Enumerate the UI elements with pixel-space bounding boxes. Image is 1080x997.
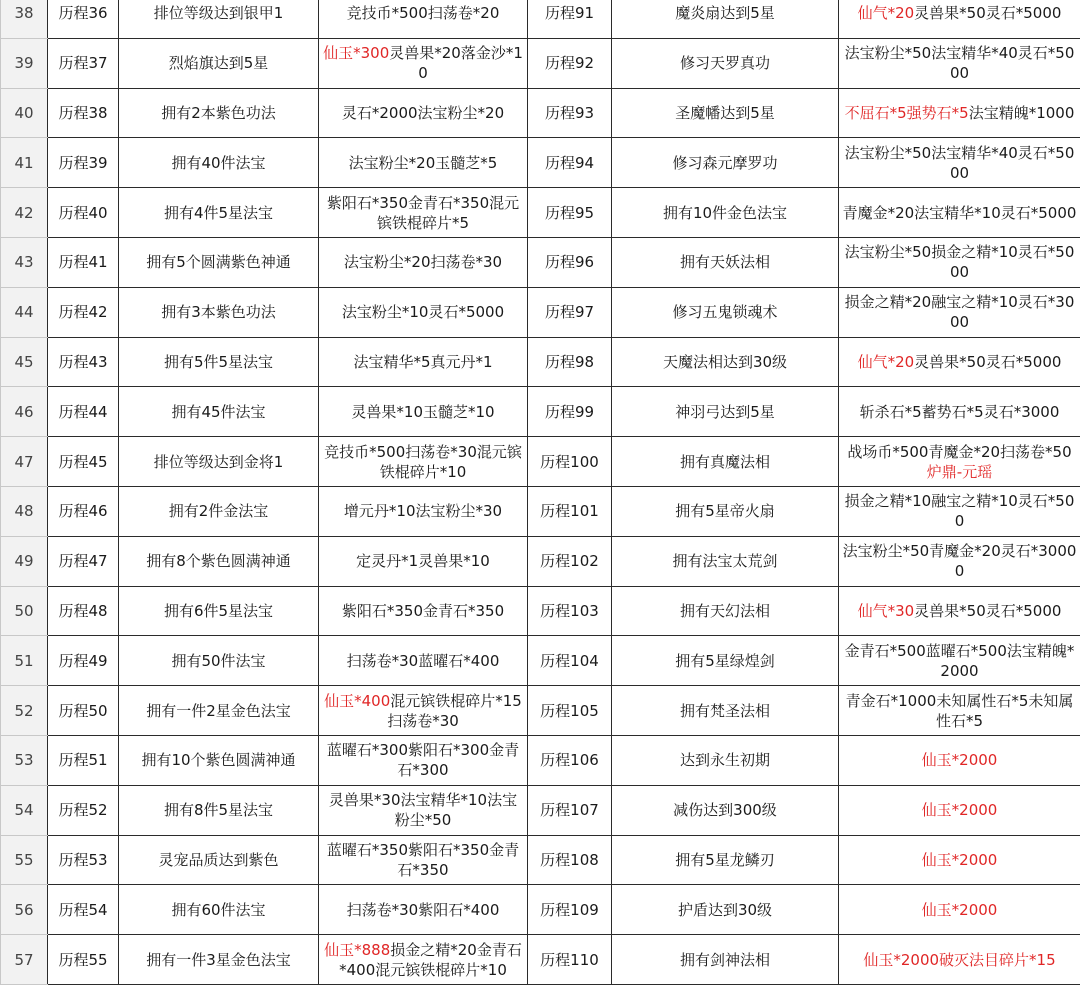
condition-cell[interactable]: 拥有真魔法相 <box>612 437 839 487</box>
condition-cell[interactable]: 拥有45件法宝 <box>119 387 319 437</box>
milestone-id-cell[interactable]: 历程110 <box>528 935 612 985</box>
highlight-reward: 仙玉*2000 <box>921 751 998 770</box>
milestone-id-cell[interactable]: 历程108 <box>528 835 612 885</box>
reward-text: 青魔金*20法宝精华*10灵石*5000 <box>842 203 1077 222</box>
row-number[interactable]: 43 <box>1 237 48 287</box>
condition-cell[interactable]: 拥有2件金法宝 <box>119 486 319 536</box>
table-row <box>1 287 1080 337</box>
reward-cell[interactable] <box>319 835 528 885</box>
condition-cell[interactable]: 拥有一件3星金色法宝 <box>119 935 319 985</box>
milestone-id-cell[interactable]: 历程46 <box>48 486 119 536</box>
condition-cell[interactable]: 减伤达到300级 <box>612 785 839 835</box>
reward-text: 灵兽果*50灵石*5000 <box>914 352 1062 371</box>
condition-cell[interactable]: 拥有5个圆满紫色神通 <box>119 237 319 287</box>
table-row <box>1 0 1080 38</box>
row-number[interactable]: 45 <box>1 337 48 387</box>
milestone-id-cell[interactable]: 历程51 <box>48 735 119 785</box>
row-number[interactable]: 53 <box>1 735 48 785</box>
milestone-id-cell[interactable]: 历程93 <box>528 88 612 138</box>
condition-cell[interactable]: 拥有8件5星法宝 <box>119 785 319 835</box>
reward-text: 法宝精华*5真元丹*1 <box>353 352 493 371</box>
table-row <box>1 486 1080 536</box>
milestone-id-cell[interactable]: 历程96 <box>528 237 612 287</box>
reward-text: 定灵丹*1灵兽果*10 <box>356 552 490 571</box>
condition-cell[interactable]: 护盾达到30级 <box>612 885 839 935</box>
milestone-id-cell[interactable]: 历程52 <box>48 785 119 835</box>
reward-text: 青金石*1000未知属性石*5未知属性石*5 <box>845 691 1074 730</box>
condition-cell[interactable]: 拥有剑神法相 <box>612 935 839 985</box>
milestone-id-cell[interactable]: 历程105 <box>528 686 612 736</box>
reward-cell[interactable] <box>319 387 528 437</box>
reward-cell[interactable] <box>319 586 528 636</box>
condition-cell[interactable]: 拥有40件法宝 <box>119 138 319 188</box>
milestone-id-cell[interactable]: 历程41 <box>48 237 119 287</box>
highlight-reward: 不屈石*5强势石*5 <box>844 103 969 122</box>
highlight-reward: 仙玉*2000 <box>921 850 998 869</box>
table-row <box>1 387 1080 437</box>
reward-text: 法宝粉尘*20扫荡卷*30 <box>343 253 503 272</box>
row-number[interactable]: 44 <box>1 287 48 337</box>
reward-cell[interactable] <box>319 0 528 38</box>
milestone-id-cell[interactable]: 历程39 <box>48 138 119 188</box>
condition-cell[interactable]: 拥有4件5星法宝 <box>119 188 319 238</box>
milestone-id-cell[interactable]: 历程47 <box>48 536 119 586</box>
milestone-id-cell[interactable]: 历程45 <box>48 437 119 487</box>
condition-cell[interactable]: 拥有法宝太荒剑 <box>612 536 839 586</box>
milestone-id-cell[interactable]: 历程37 <box>48 38 119 88</box>
reward-text: 法宝粉尘*20玉髓芝*5 <box>348 153 498 172</box>
milestone-id-cell[interactable]: 历程95 <box>528 188 612 238</box>
table-row <box>1 885 1080 935</box>
reward-cell[interactable] <box>839 287 1080 337</box>
table-row <box>1 437 1080 487</box>
reward-cell[interactable] <box>839 935 1080 985</box>
highlight-reward: 炉鼎-元瑶 <box>926 462 993 481</box>
condition-cell[interactable]: 拥有60件法宝 <box>119 885 319 935</box>
condition-cell[interactable]: 拥有10件金色法宝 <box>612 188 839 238</box>
reward-cell[interactable] <box>839 337 1080 387</box>
reward-cell[interactable] <box>839 735 1080 785</box>
reward-cell[interactable] <box>319 88 528 138</box>
milestone-id-cell[interactable]: 历程100 <box>528 437 612 487</box>
milestone-id-cell[interactable]: 历程109 <box>528 885 612 935</box>
condition-cell[interactable]: 拥有6件5星法宝 <box>119 586 319 636</box>
highlight-reward: 仙玉*888 <box>324 940 391 959</box>
reward-cell[interactable] <box>839 636 1080 686</box>
condition-cell[interactable]: 圣魔幡达到5星 <box>612 88 839 138</box>
condition-cell[interactable]: 拥有天幻法相 <box>612 586 839 636</box>
condition-cell[interactable]: 修习森元摩罗功 <box>612 138 839 188</box>
reward-text: 竞技币*500扫荡卷*30混元镔铁棍碎片*10 <box>324 442 522 481</box>
milestone-id-cell[interactable]: 历程106 <box>528 735 612 785</box>
table-row <box>1 38 1080 88</box>
reward-text: 斩杀石*5蓄势石*5灵石*3000 <box>859 402 1060 421</box>
reward-text: 法宝粉尘*50青魔金*20灵石*30000 <box>842 542 1077 581</box>
highlight-reward: 仙气*30 <box>857 601 915 620</box>
reward-text: 紫阳石*350金青石*350混元镔铁棍碎片*5 <box>326 193 520 232</box>
condition-cell[interactable]: 拥有5星龙鳞刃 <box>612 835 839 885</box>
row-number[interactable]: 39 <box>1 38 48 88</box>
reward-cell[interactable] <box>319 237 528 287</box>
reward-text: 法宝精魄*1000 <box>968 103 1075 122</box>
highlight-reward: 仙气*20 <box>857 4 915 23</box>
condition-cell[interactable]: 拥有5星绿煌剑 <box>612 636 839 686</box>
condition-cell[interactable]: 魔炎扇达到5星 <box>612 0 839 38</box>
reward-text: 损金之精*20金青石*400混元镔铁棍碎片*10 <box>339 940 522 979</box>
reward-cell[interactable] <box>319 287 528 337</box>
reward-cell[interactable] <box>319 188 528 238</box>
milestone-id-cell[interactable]: 历程50 <box>48 686 119 736</box>
table-row <box>1 636 1080 686</box>
table-row <box>1 88 1080 138</box>
table-row <box>1 237 1080 287</box>
milestone-id-cell[interactable]: 历程44 <box>48 387 119 437</box>
table-row <box>1 188 1080 238</box>
highlight-reward: 仙玉*2000 <box>921 801 998 820</box>
condition-cell[interactable]: 拥有天妖法相 <box>612 237 839 287</box>
reward-cell[interactable] <box>839 686 1080 736</box>
milestone-id-cell[interactable]: 历程55 <box>48 935 119 985</box>
row-number[interactable]: 49 <box>1 536 48 586</box>
condition-cell[interactable]: 拥有一件2星金色法宝 <box>119 686 319 736</box>
reward-cell[interactable] <box>839 237 1080 287</box>
highlight-reward: 仙玉*300 <box>323 44 390 63</box>
reward-text: 灵兽果*50灵石*5000 <box>914 4 1062 23</box>
reward-text: 法宝粉尘*50损金之精*10灵石*5000 <box>844 243 1075 282</box>
condition-cell[interactable]: 排位等级达到银甲1 <box>119 0 319 38</box>
milestone-id-cell[interactable]: 历程101 <box>528 486 612 536</box>
reward-cell[interactable] <box>319 636 528 686</box>
reward-cell[interactable] <box>319 437 528 487</box>
reward-text: 紫阳石*350金青石*350 <box>341 601 505 620</box>
reward-cell[interactable] <box>839 188 1080 238</box>
highlight-reward: 仙玉*400 <box>324 691 391 710</box>
condition-cell[interactable]: 天魔法相达到30级 <box>612 337 839 387</box>
reward-cell[interactable] <box>839 437 1080 487</box>
row-number[interactable]: 46 <box>1 387 48 437</box>
table-row <box>1 586 1080 636</box>
reward-cell[interactable] <box>319 536 528 586</box>
reward-cell[interactable] <box>839 38 1080 88</box>
reward-cell[interactable] <box>319 337 528 387</box>
row-number[interactable]: 41 <box>1 138 48 188</box>
table-row <box>1 735 1080 785</box>
reward-cell[interactable] <box>839 885 1080 935</box>
condition-cell[interactable]: 拥有2本紫色功法 <box>119 88 319 138</box>
condition-cell[interactable]: 拥有8个紫色圆满神通 <box>119 536 319 586</box>
reward-cell[interactable] <box>319 38 528 88</box>
milestone-id-cell[interactable]: 历程102 <box>528 536 612 586</box>
reward-text: 增元丹*10法宝粉尘*30 <box>343 502 503 521</box>
reward-text: 扫荡卷*30蓝曜石*400 <box>346 651 500 670</box>
row-number[interactable]: 51 <box>1 636 48 686</box>
row-number[interactable]: 54 <box>1 785 48 835</box>
milestone-id-cell[interactable]: 历程94 <box>528 138 612 188</box>
milestone-id-cell[interactable]: 历程54 <box>48 885 119 935</box>
condition-cell[interactable]: 修习五鬼锁魂术 <box>612 287 839 337</box>
milestone-id-cell[interactable]: 历程36 <box>48 0 119 38</box>
table-row <box>1 686 1080 736</box>
table-body <box>1 0 1080 984</box>
condition-cell[interactable]: 拥有5件5星法宝 <box>119 337 319 387</box>
reward-text: 灵兽果*10玉髓芝*10 <box>351 402 495 421</box>
reward-cell[interactable] <box>319 486 528 536</box>
milestone-id-cell[interactable]: 历程104 <box>528 636 612 686</box>
table-row <box>1 785 1080 835</box>
milestone-id-cell[interactable]: 历程43 <box>48 337 119 387</box>
reward-text: 灵兽果*50灵石*5000 <box>914 601 1062 620</box>
condition-cell[interactable]: 排位等级达到金将1 <box>119 437 319 487</box>
row-number[interactable]: 50 <box>1 586 48 636</box>
row-number[interactable]: 57 <box>1 935 48 985</box>
row-number[interactable]: 55 <box>1 835 48 885</box>
reward-text: 蓝曜石*350紫阳石*350金青石*350 <box>326 840 520 879</box>
reward-cell[interactable] <box>839 835 1080 885</box>
milestone-id-cell[interactable]: 历程40 <box>48 188 119 238</box>
reward-cell[interactable] <box>839 88 1080 138</box>
reward-text: 损金之精*20融宝之精*10灵石*3000 <box>844 293 1075 332</box>
reward-cell[interactable] <box>319 935 528 985</box>
row-number[interactable]: 40 <box>1 88 48 138</box>
condition-cell[interactable]: 神羽弓达到5星 <box>612 387 839 437</box>
highlight-reward: 仙玉*2000 <box>921 900 998 919</box>
milestone-id-cell[interactable]: 历程38 <box>48 88 119 138</box>
row-number[interactable]: 52 <box>1 686 48 736</box>
reward-text: 金青石*500蓝曜石*500法宝精魄*2000 <box>844 641 1075 680</box>
reward-text: 法宝粉尘*10灵石*5000 <box>341 303 505 322</box>
reward-cell[interactable] <box>839 536 1080 586</box>
reward-text: 战场币*500青魔金*20扫荡卷*50 <box>847 442 1072 461</box>
reward-text: 损金之精*10融宝之精*10灵石*500 <box>844 492 1075 531</box>
table-row <box>1 835 1080 885</box>
condition-cell[interactable]: 烈焰旗达到5星 <box>119 38 319 88</box>
condition-cell[interactable]: 拥有10个紫色圆满神通 <box>119 735 319 785</box>
reward-cell[interactable] <box>839 586 1080 636</box>
condition-cell[interactable]: 灵宠品质达到紫色 <box>119 835 319 885</box>
condition-cell[interactable]: 拥有3本紫色功法 <box>119 287 319 337</box>
condition-cell[interactable]: 修习天罗真功 <box>612 38 839 88</box>
reward-text: 灵石*2000法宝粉尘*20 <box>341 103 505 122</box>
milestone-id-cell[interactable]: 历程103 <box>528 586 612 636</box>
reward-cell[interactable] <box>319 735 528 785</box>
reward-text: 法宝粉尘*50法宝精华*40灵石*5000 <box>844 143 1075 182</box>
row-number[interactable]: 47 <box>1 437 48 487</box>
reward-text: 竞技币*500扫荡卷*20 <box>346 4 500 23</box>
milestone-id-cell[interactable]: 历程91 <box>528 0 612 38</box>
table-row <box>1 138 1080 188</box>
table-row <box>1 337 1080 387</box>
row-number[interactable]: 48 <box>1 486 48 536</box>
milestone-id-cell[interactable]: 历程48 <box>48 586 119 636</box>
table-row <box>1 536 1080 586</box>
reward-cell[interactable] <box>319 785 528 835</box>
reward-text: 蓝曜石*300紫阳石*300金青石*300 <box>326 741 520 780</box>
milestone-id-cell[interactable]: 历程107 <box>528 785 612 835</box>
reward-cell[interactable] <box>839 138 1080 188</box>
milestone-id-cell[interactable]: 历程92 <box>528 38 612 88</box>
condition-cell[interactable]: 达到永生初期 <box>612 735 839 785</box>
reward-cell[interactable] <box>839 0 1080 38</box>
table-row <box>1 935 1080 985</box>
milestone-id-cell[interactable]: 历程98 <box>528 337 612 387</box>
reward-text: 灵兽果*30法宝精华*10法宝粉尘*50 <box>328 791 518 830</box>
reward-cell[interactable] <box>839 387 1080 437</box>
reward-text: 混元镔铁棍碎片*15扫荡卷*30 <box>387 691 522 730</box>
milestone-id-cell[interactable]: 历程53 <box>48 835 119 885</box>
milestone-id-cell[interactable]: 历程49 <box>48 636 119 686</box>
reward-text: 灵兽果*20落金沙*10 <box>389 44 523 83</box>
reward-cell[interactable] <box>319 885 528 935</box>
row-number[interactable]: 56 <box>1 885 48 935</box>
milestone-id-cell[interactable]: 历程99 <box>528 387 612 437</box>
row-number[interactable]: 38 <box>1 0 48 38</box>
highlight-reward: 仙气*20 <box>857 352 915 371</box>
highlight-reward: 仙玉*2000破灭法目碎片*15 <box>863 950 1056 969</box>
condition-cell[interactable]: 拥有梵圣法相 <box>612 686 839 736</box>
reward-cell[interactable] <box>319 138 528 188</box>
reward-cell[interactable] <box>839 486 1080 536</box>
reward-cell[interactable] <box>839 785 1080 835</box>
milestone-id-cell[interactable]: 历程97 <box>528 287 612 337</box>
milestone-id-cell[interactable]: 历程42 <box>48 287 119 337</box>
reward-text: 扫荡卷*30紫阳石*400 <box>346 900 500 919</box>
condition-cell[interactable]: 拥有5星帝火扇 <box>612 486 839 536</box>
reward-text: 法宝粉尘*50法宝精华*40灵石*5000 <box>844 44 1075 83</box>
reward-cell[interactable] <box>319 686 528 736</box>
row-number[interactable]: 42 <box>1 188 48 238</box>
condition-cell[interactable]: 拥有50件法宝 <box>119 636 319 686</box>
